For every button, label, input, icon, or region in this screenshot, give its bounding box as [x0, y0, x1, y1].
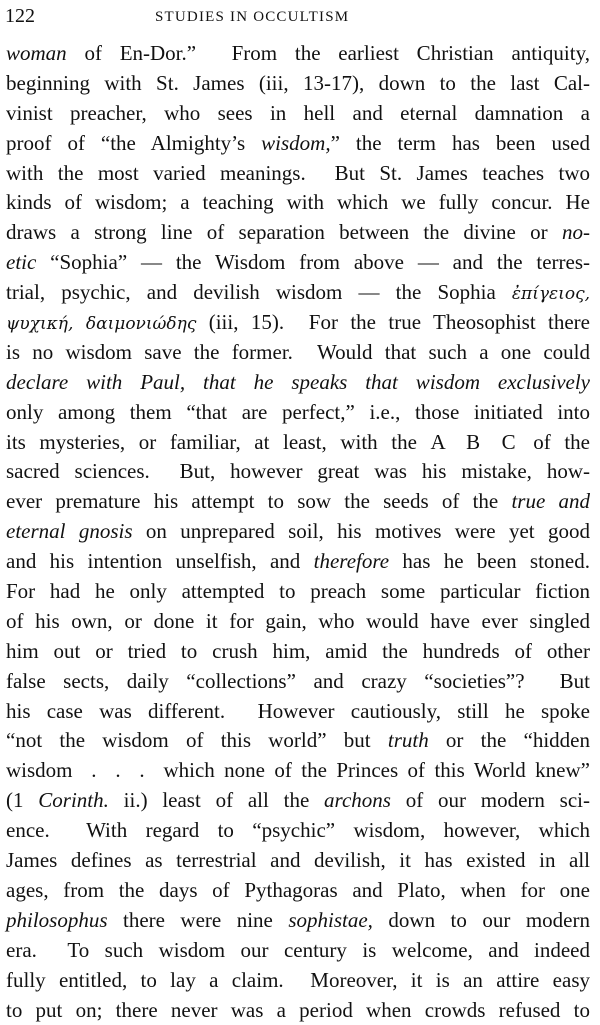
text-segment: kinds of wisdom; a teaching with which we fully concur. He [6, 190, 590, 214]
text-segment: him out or tried to crush him, amid the hundreds of other [6, 639, 590, 663]
italic-text: philosophus [6, 908, 108, 932]
text-segment: ence. With regard to “psychic” wisdom, however, which [6, 818, 590, 842]
text-line [6, 308, 590, 338]
text-segment: ages, from the days of Pythagoras and Plato, when for one [6, 878, 590, 902]
text-segment: and his intention unselfish, and [6, 549, 314, 573]
greek-text: ἐπίγειος, [512, 284, 590, 304]
text-segment: A B C [430, 430, 519, 454]
italic-text: true and [511, 489, 590, 513]
text-segment: there were nine [108, 908, 289, 932]
page-number: 122 [5, 4, 35, 28]
text-segment: is no wisdom save the former. Would that such a one could [6, 340, 590, 364]
text-segment: its mysteries, or familiar, at least, with the [6, 430, 430, 454]
italic-text: eternal gnosis [6, 519, 133, 543]
text-segment: ” the term has been used [331, 131, 590, 155]
text-line [6, 428, 590, 458]
text-segment: sacred sciences. But, however great was his mistake, how- [6, 459, 590, 483]
text-line [6, 218, 590, 248]
text-line [6, 996, 590, 1025]
italic-text: truth [388, 728, 429, 752]
italic-text: declare with Paul, that he speaks that wisdom exclusively [6, 370, 590, 394]
text-segment: “not the wisdom of this world” but [6, 728, 388, 752]
text-line [6, 756, 590, 786]
text-segment: down to our modern [373, 908, 590, 932]
text-segment: his case was different. However cautiously, still he spoke [6, 699, 590, 723]
text-line [6, 607, 590, 637]
text-line [6, 188, 590, 218]
text-line [6, 248, 590, 278]
text-segment: vinist preacher, who sees in hell and eternal damnation a [6, 101, 590, 125]
text-line [6, 278, 590, 308]
text-segment: wisdom . . . which none of the Princes of this World knew” [6, 758, 590, 782]
text-line [6, 966, 590, 996]
text-segment: trial, psychic, and devilish wisdom — the Sophia [6, 280, 512, 304]
text-segment: For had he only attempted to preach some particular fiction [6, 579, 590, 603]
text-line [6, 99, 590, 129]
text-segment: draws a strong line of separation between the divine or [6, 220, 562, 244]
text-segment: fully entitled, to lay a claim. Moreover, it is an attire easy [6, 968, 590, 992]
italic-text: Corinth. [38, 788, 109, 812]
text-segment: era. To such wisdom our century is welcome, and indeed [6, 938, 590, 962]
body-text [6, 39, 590, 1025]
text-line [6, 876, 590, 906]
text-segment: “Sophia” — the Wisdom from above — and the terres- [36, 250, 590, 274]
text-line [6, 936, 590, 966]
text-segment: to put on; there never was a period when crowds refused to [6, 998, 590, 1022]
italic-text: archons [324, 788, 391, 812]
text-line [6, 846, 590, 876]
text-line [6, 786, 590, 816]
italic-text: etic [6, 250, 36, 274]
text-segment: of our modern sci- [391, 788, 590, 812]
text-segment: (1 [6, 788, 38, 812]
text-segment: ii.) least of all the [109, 788, 324, 812]
text-line [6, 637, 590, 667]
italic-text: sophistae, [288, 908, 373, 932]
running-head [5, 4, 590, 28]
text-line [6, 69, 590, 99]
text-line [6, 457, 590, 487]
text-line [6, 39, 590, 69]
text-line [6, 487, 590, 517]
text-line [6, 816, 590, 846]
text-line [6, 577, 590, 607]
greek-text: ψυχική, δαιμονιώδης [6, 314, 196, 334]
text-line [6, 129, 590, 159]
text-segment: on unprepared soil, his motives were yet good [133, 519, 590, 543]
text-line [6, 697, 590, 727]
text-line [6, 159, 590, 189]
text-segment: James defines as terrestrial and devilish, it has existed in all [6, 848, 590, 872]
text-line [6, 667, 590, 697]
text-segment: false sects, daily “collections” and crazy “societies”? But [6, 669, 590, 693]
italic-text: wisdom, [261, 131, 330, 155]
text-segment: beginning with St. James (iii, 13-17), down to the last Cal- [6, 71, 590, 95]
text-segment: only among them “that are perfect,” i.e., those initiated into [6, 400, 590, 424]
text-line [6, 398, 590, 428]
text-segment: or the “hidden [429, 728, 590, 752]
italic-text: woman [6, 41, 67, 65]
text-segment: of the [520, 430, 590, 454]
text-line [6, 517, 590, 547]
running-title: STUDIES IN OCCULTISM [155, 6, 349, 28]
italic-text: therefore [314, 549, 389, 573]
text-segment: proof of “the Almighty’s [6, 131, 261, 155]
text-segment: with the most varied meanings. But St. James teaches two [6, 161, 590, 185]
text-line [6, 547, 590, 577]
text-line [6, 338, 590, 368]
text-line [6, 726, 590, 756]
text-segment: has he been stoned. [389, 549, 590, 573]
text-line [6, 906, 590, 936]
italic-text: no- [562, 220, 590, 244]
text-line [6, 368, 590, 398]
text-segment: of his own, or done it for gain, who would have ever singled [6, 609, 590, 633]
text-segment: ever premature his attempt to sow the seeds of the [6, 489, 511, 513]
text-segment: of En-Dor.” From the earliest Christian antiquity, [67, 41, 590, 65]
text-segment: (iii, 15). For the true Theosophist there [196, 310, 590, 334]
